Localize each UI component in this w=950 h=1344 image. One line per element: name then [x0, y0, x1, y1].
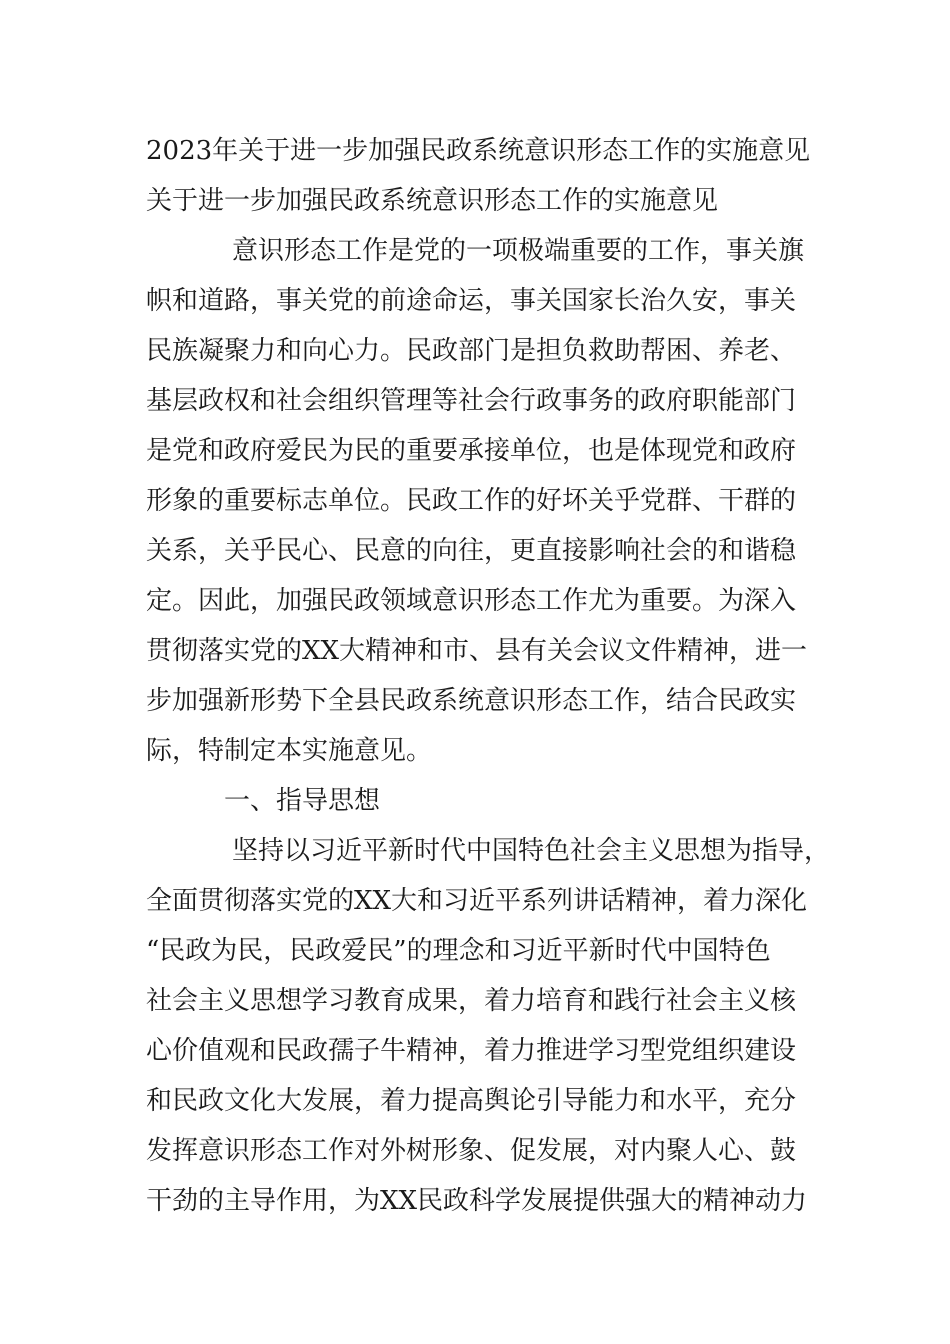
paragraph-line: “民政为民，民政爱民”的理念和习近平新时代中国特色: [146, 936, 771, 966]
paragraph-line: 贯彻落实党的XX大精神和市、县有关会议文件精神，进一: [146, 636, 808, 666]
paragraph-line: 步加强新形势下全县民政系统意识形态工作，结合民政实: [146, 686, 797, 716]
document-subtitle: 关于进一步加强民政系统意识形态工作的实施意见: [146, 186, 719, 216]
paragraph-line: 社会主义思想学习教育成果，着力培育和践行社会主义核: [146, 986, 797, 1016]
paragraph-line: 和民政文化大发展，着力提高舆论引导能力和水平，充分: [146, 1086, 797, 1116]
paragraph-line: 际，特制定本实施意见。: [146, 736, 433, 766]
paragraph-line: 帜和道路，事关党的前途命运，事关国家长治久安，事关: [146, 286, 797, 316]
paragraph-line: 关系，关乎民心、民意的向往，更直接影响社会的和谐稳: [146, 536, 797, 566]
paragraph-line: 坚持以习近平新时代中国特色社会主义思想为指导，: [232, 836, 831, 866]
section-heading: 一、指导思想: [224, 786, 381, 816]
paragraph-line: 形象的重要标志单位。民政工作的好坏关乎党群、干群的: [146, 486, 797, 516]
document-title: 2023年关于进一步加强民政系统意识形态工作的实施意见: [146, 136, 811, 166]
paragraph-line: 发挥意识形态工作对外树形象、促发展，对内聚人心、鼓: [146, 1136, 797, 1166]
paragraph-line: 意识形态工作是党的一项极端重要的工作，事关旗: [232, 236, 805, 266]
paragraph-line: 是党和政府爱民为民的重要承接单位，也是体现党和政府: [146, 436, 797, 466]
paragraph-line: 干劲的主导作用，为XX民政科学发展提供强大的精神动力: [146, 1186, 808, 1216]
paragraph-line: 全面贯彻落实党的XX大和习近平系列讲话精神，着力深化: [146, 886, 808, 916]
paragraph-line: 定。因此，加强民政领域意识形态工作尤为重要。为深入: [146, 586, 797, 616]
paragraph-line: 心价值观和民政孺子牛精神，着力推进学习型党组织建设: [146, 1036, 797, 1066]
paragraph-line: 民族凝聚力和向心力。民政部门是担负救助帮困、养老、: [146, 336, 797, 366]
paragraph-line: 基层政权和社会组织管理等社会行政事务的政府职能部门: [146, 386, 797, 416]
